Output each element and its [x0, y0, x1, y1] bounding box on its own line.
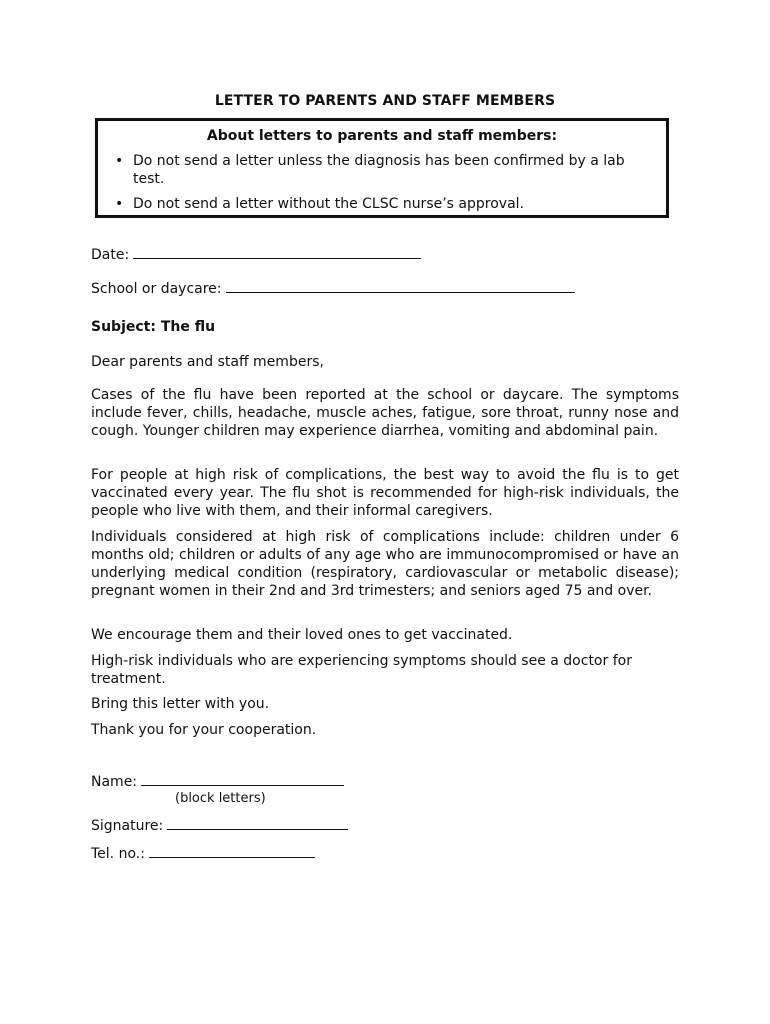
notice-box — [95, 118, 669, 218]
name-label: Name: — [91, 774, 138, 790]
school-field — [91, 278, 575, 297]
subject-line: Subject: The flu — [91, 319, 216, 335]
paragraph-symptoms: Cases of the flu have been reported at the school or daycare. The symptoms include fever, chills, headache, muscle aches, fatigue, sore throat, runny nose and cough. Younger children may experience diarrhea, vomiting and abdominal pain. — [91, 387, 679, 439]
date-label: Date: — [91, 247, 130, 263]
paragraph-thanks: Thank you for your cooperation. — [91, 722, 317, 738]
school-label: School or daycare: — [91, 281, 222, 297]
name-field — [91, 771, 344, 790]
letter-title: LETTER TO PARENTS AND STAFF MEMBERS — [214, 93, 556, 109]
name-note: (block letters) — [175, 791, 266, 806]
notice-item-text: Do not send a letter unless the diagnosis has been confirmed by a lab test. — [133, 153, 625, 187]
notice-list — [98, 152, 666, 220]
notice-heading: About letters to parents and staff members: — [206, 128, 558, 144]
signature-label: Signature: — [91, 818, 164, 834]
notice-item — [98, 152, 666, 188]
date-input-line[interactable] — [133, 244, 421, 259]
paragraph-see-doctor: High-risk individuals who are experiencing symptoms should see a doctor for treatment. — [91, 653, 632, 687]
signature-field — [91, 815, 348, 834]
paragraph-vaccination: For people at high risk of complications, the best way to avoid the flu is to get vaccinated every year. The flu shot is recommended for high-risk individuals, the people who live with them, and their informal caregivers. — [91, 467, 679, 519]
date-field — [91, 244, 421, 263]
greeting: Dear parents and staff members, — [91, 354, 324, 370]
tel-label: Tel. no.: — [91, 846, 145, 862]
notice-item — [98, 195, 666, 213]
bullet-icon: • — [115, 196, 124, 212]
signature-input-line[interactable] — [167, 815, 348, 830]
name-input-line[interactable] — [141, 771, 344, 786]
paragraph-encourage: We encourage them and their loved ones to get vaccinated. — [91, 627, 513, 643]
paragraph-bring-letter: Bring this letter with you. — [91, 696, 270, 712]
bullet-icon: • — [115, 153, 124, 169]
tel-field — [91, 843, 315, 862]
tel-input-line[interactable] — [149, 843, 315, 858]
school-input-line[interactable] — [226, 278, 575, 293]
paragraph-high-risk: Individuals considered at high risk of complications include: children under 6 months old; children or adults of any age who are immunocompromised or have an underlying medical condition (respiratory, cardiovascular or metabolic disease); pregnant women in their 2nd and 3rd trimesters; and seniors aged 75 and over. — [91, 529, 679, 599]
notice-item-text: Do not send a letter without the CLSC nurse’s approval. — [133, 196, 524, 212]
